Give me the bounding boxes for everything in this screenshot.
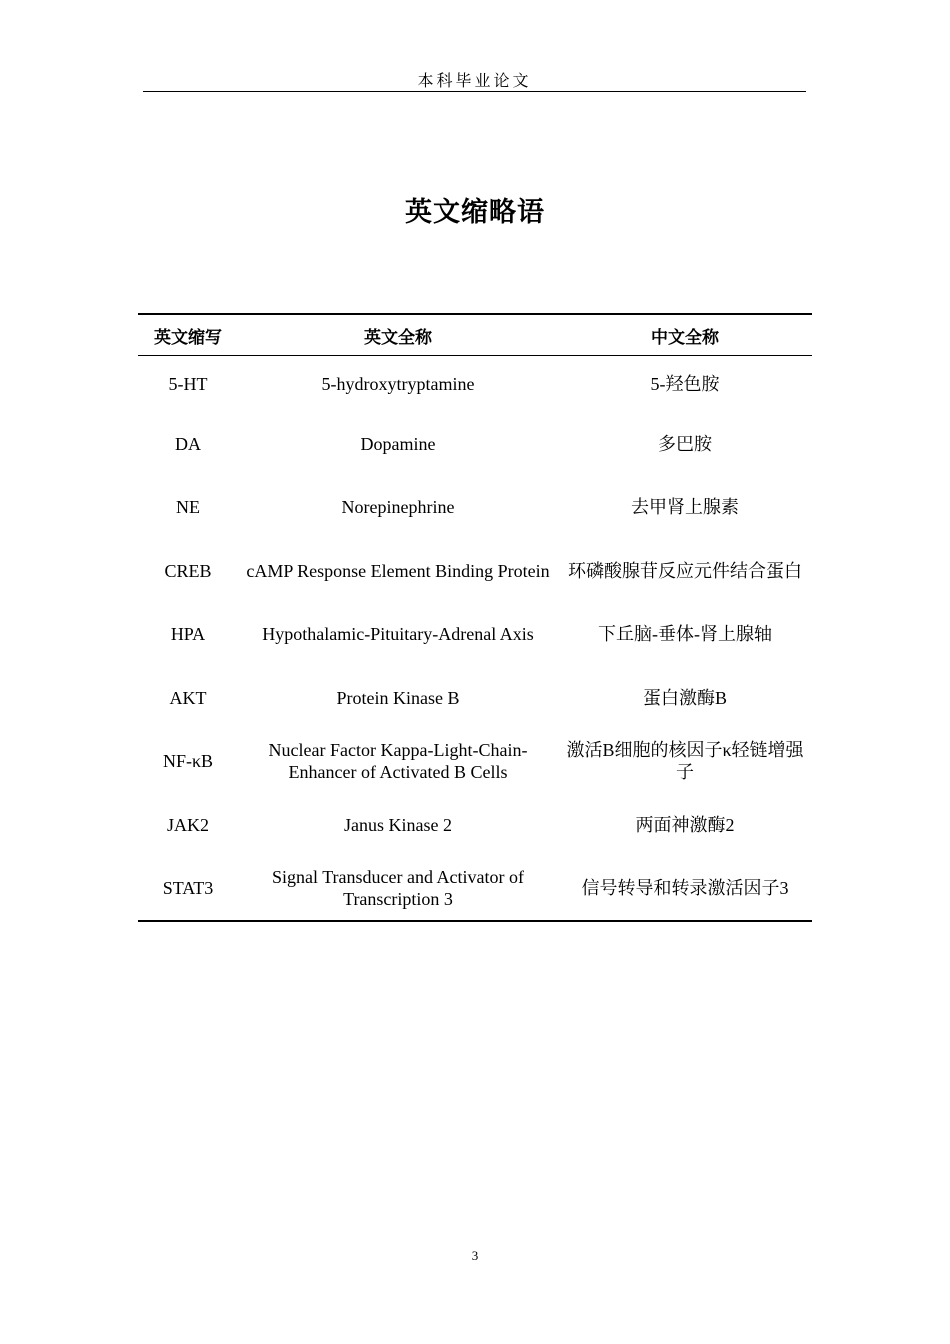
table-row [138, 412, 812, 476]
chinese-name-cell: 5-羟色胺 [650, 374, 720, 394]
chinese-name-cell: 信号转导和转录激活因子3 [558, 857, 812, 922]
chinese-name-cell: 蛋白激酶B [642, 687, 727, 708]
abbreviation-cell: STAT3 [138, 857, 238, 922]
table-row [138, 666, 812, 730]
chinese-name-cell: 下丘脑-垂体-肾上腺轴 [598, 624, 772, 645]
header-divider [143, 91, 806, 92]
column-header-chinese-full-name: 中文全称 [558, 314, 812, 356]
table-row [138, 476, 812, 540]
chinese-name-cell: 环磷酸腺苷反应元件结合蛋白 [568, 560, 802, 581]
table-row [138, 793, 812, 857]
running-header: 本科毕业论文 [417, 71, 532, 90]
table-row [138, 356, 812, 413]
english-name-cell: Janus Kinase 2 [344, 814, 452, 835]
table-row [138, 730, 812, 794]
english-name-cell: Signal Transducer and Activator of Transcription 3 [238, 857, 558, 922]
table-row [138, 539, 812, 603]
column-header-english-full-name: 英文全称 [238, 314, 558, 356]
english-name-cell: Nuclear Factor Kappa-Light-Chain-Enhancer of Activated B Cells [268, 740, 528, 783]
abbreviation-cell: DA [175, 433, 201, 454]
abbreviation-cell: 5-HT [168, 374, 208, 394]
chinese-name-cell: 去甲肾上腺素 [631, 497, 739, 518]
abbreviation-cell: NF-κB [162, 751, 214, 772]
chinese-name-cell: 多巴胺 [658, 433, 712, 454]
column-header-abbreviation: 英文缩写 [138, 314, 238, 356]
english-name-cell: Norepinephrine [341, 497, 455, 518]
page-title: 英文缩略语 [405, 197, 545, 228]
english-name-cell: Protein Kinase B [336, 687, 460, 708]
abbreviation-cell: JAK2 [166, 814, 209, 835]
abbreviation-cell: AKT [169, 687, 207, 708]
abbreviation-cell: NE [176, 497, 200, 518]
chinese-name-cell: 激活B细胞的核因子κ轻链增强子 [566, 740, 804, 783]
abbreviation-cell: HPA [170, 624, 206, 645]
abbreviation-cell: CREB [164, 560, 212, 581]
english-name-cell: 5-hydroxytryptamine [321, 374, 475, 394]
table-header-row [138, 314, 812, 356]
table-row [138, 603, 812, 667]
page-number: 3 [471, 1248, 479, 1263]
english-name-cell: Hypothalamic-Pituitary-Adrenal Axis [262, 624, 534, 645]
table-row [138, 857, 812, 922]
chinese-name-cell: 两面神激酶2 [635, 814, 735, 835]
english-name-cell: cAMP Response Element Binding Protein [246, 560, 550, 581]
abbreviation-table [138, 313, 812, 922]
english-name-cell: Dopamine [360, 433, 436, 454]
